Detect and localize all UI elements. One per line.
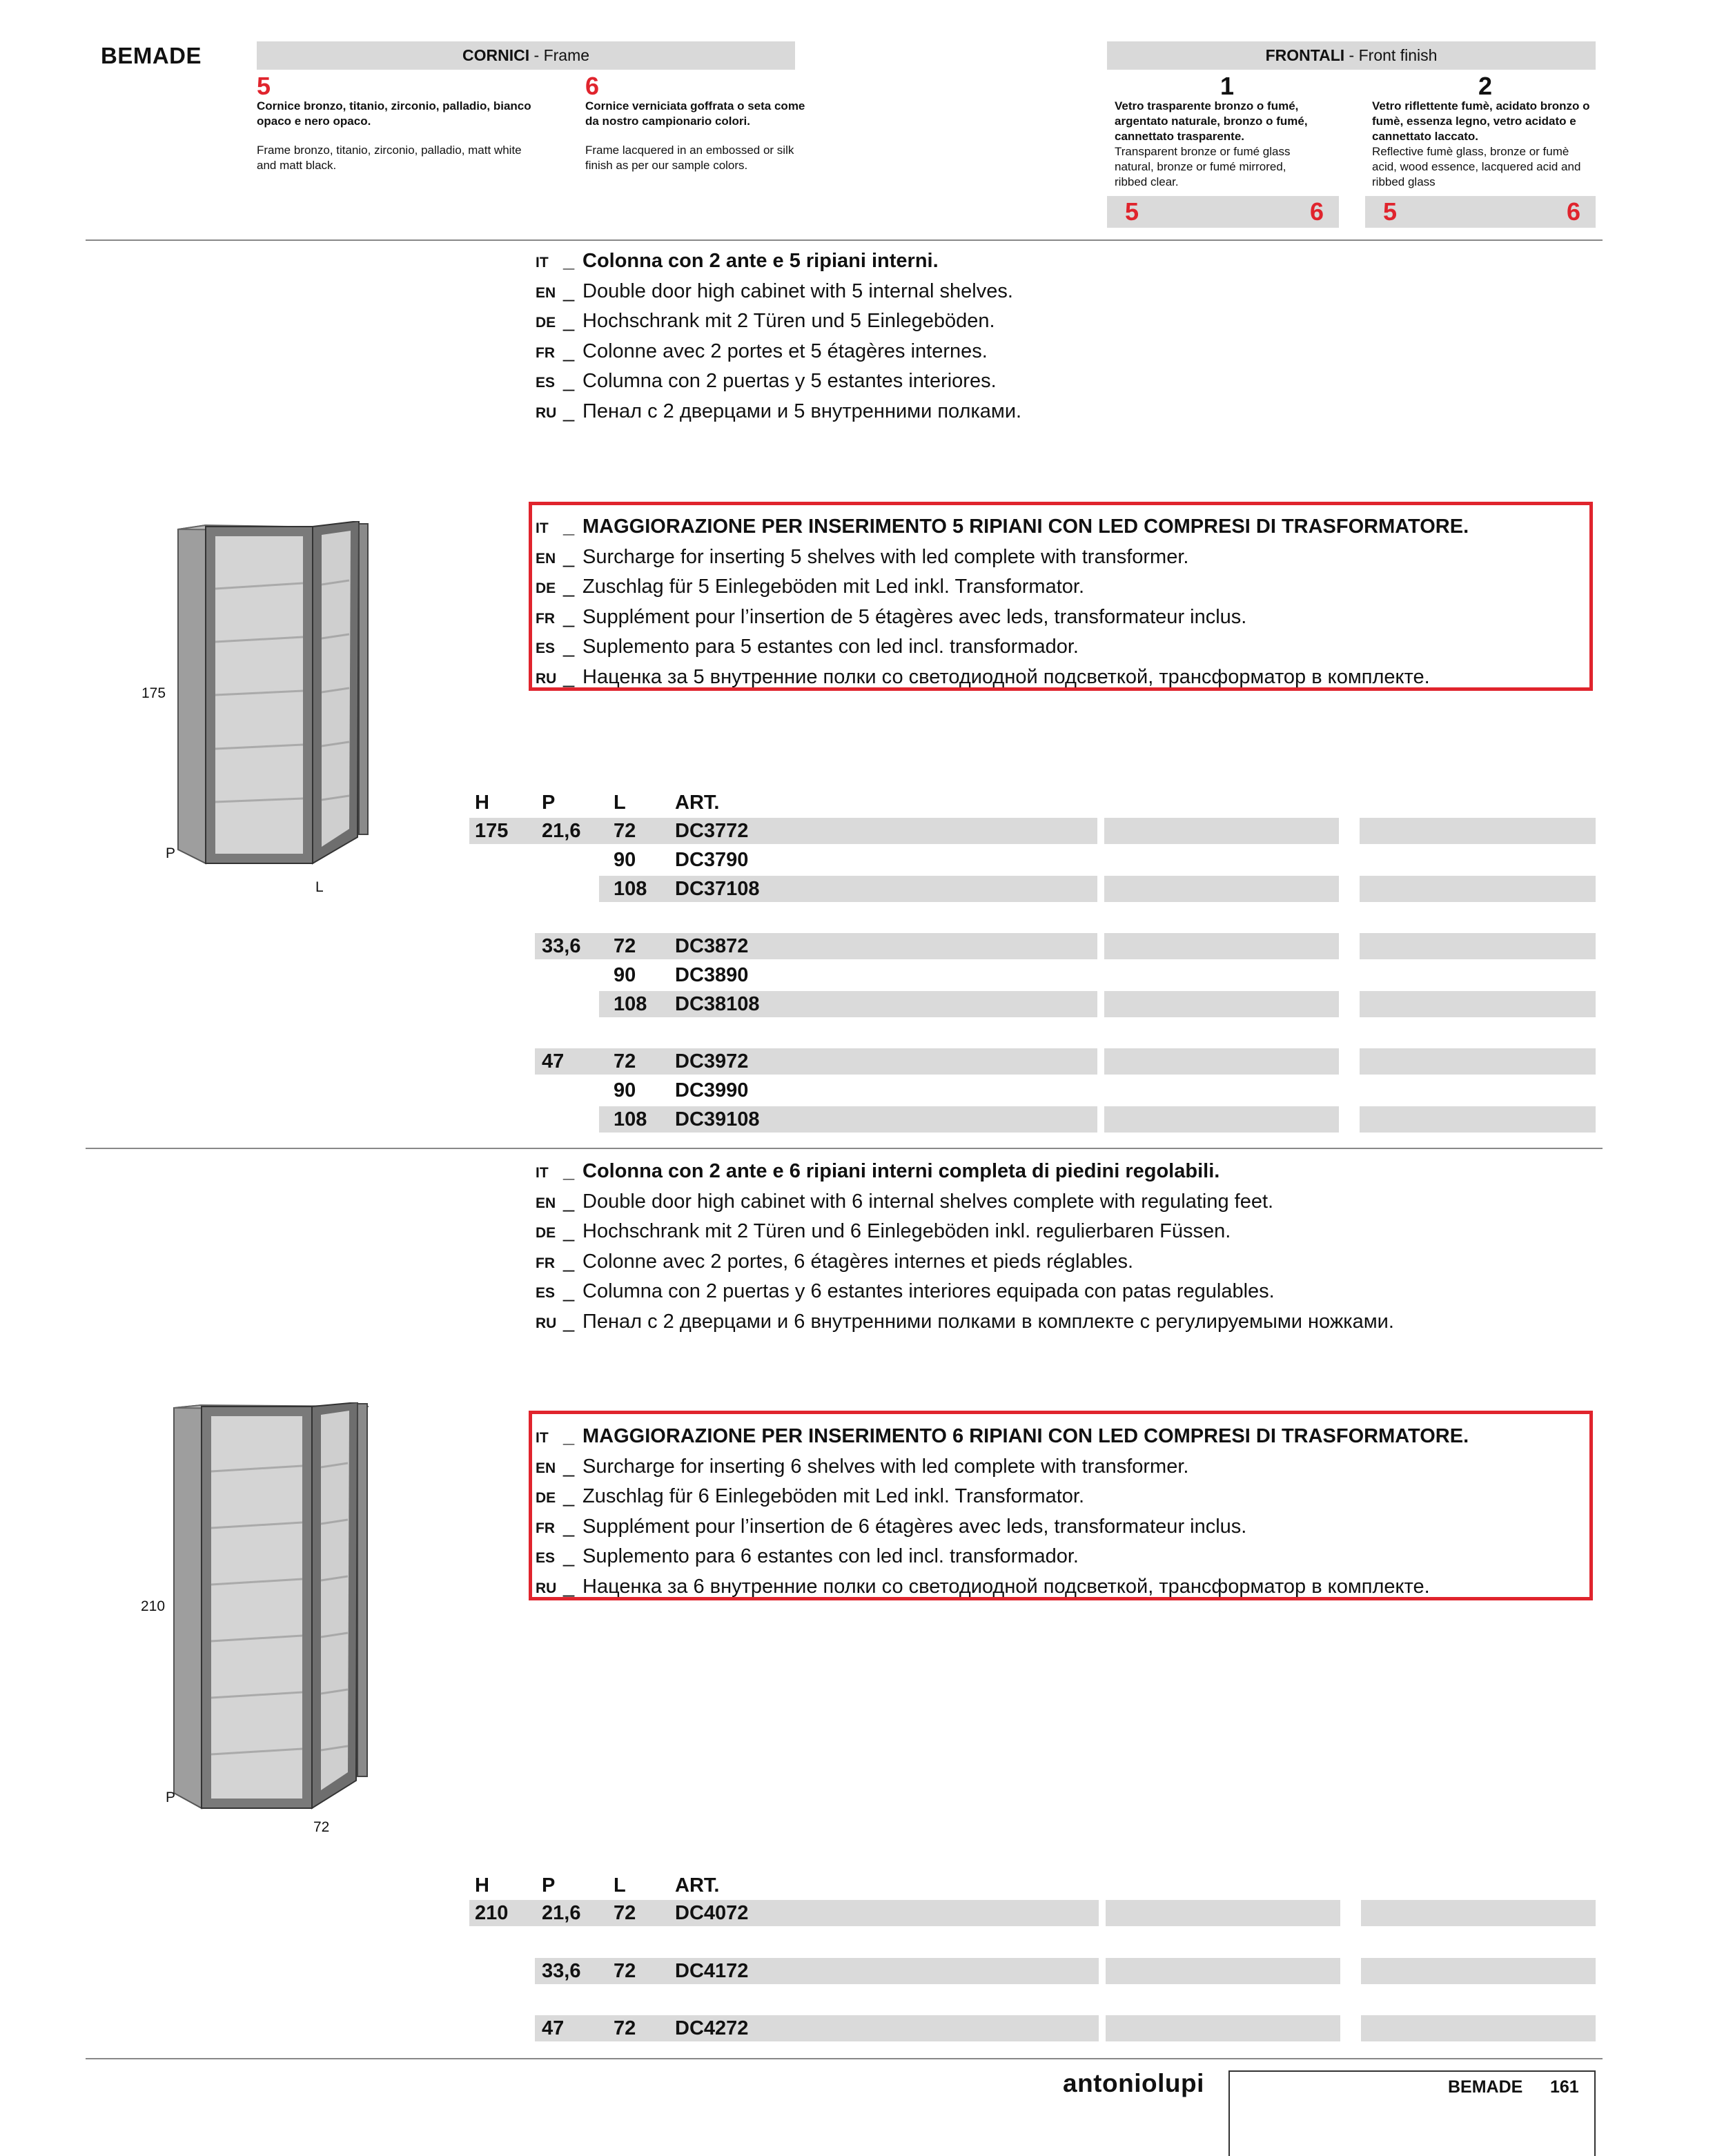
brand-title: BEMADE — [101, 43, 202, 68]
dash: _ — [563, 340, 575, 362]
price-cell — [1360, 991, 1596, 1017]
section1-surcharge — [536, 513, 1469, 693]
cell-l: 72 — [614, 1050, 636, 1072]
cell-p: 21,6 — [542, 1902, 581, 1924]
dash: _ — [563, 400, 575, 422]
divider — [86, 2058, 1603, 2059]
front-desc-en: Transparent bronze or fumé glass natural, bronze or fumé mirrored, ribbed clear. — [1115, 145, 1291, 188]
desc-de: Hochschrank mit 2 Türen und 5 Einlegeböden. — [582, 310, 995, 332]
cell-art: DC3790 — [675, 849, 749, 871]
cell-p: 47 — [542, 2017, 565, 2039]
front-desc-it: Vetro riflettente fumè, acidato bronzo o fumè, essenza legno, vetro acidato e cannettato laccato. — [1372, 99, 1590, 143]
lang-code: FR — [536, 1520, 555, 1536]
cell-art: DC3772 — [675, 820, 749, 842]
col-header-p: P — [542, 1874, 556, 1897]
dash: _ — [563, 636, 575, 658]
front-frame-bar — [1107, 196, 1339, 228]
surcharge-ru: Наценка за 6 внутренние полки со светодиодной подсветкой, трансформатор в комплекте. — [582, 1575, 1430, 1598]
desc-es: Columna con 2 puertas y 6 estantes interiores equipada con patas regulables. — [582, 1280, 1275, 1302]
surcharge-es: Suplemento para 5 estantes con led incl. transformador. — [582, 636, 1079, 658]
lang-code: FR — [536, 344, 555, 361]
footer-box — [1228, 2070, 1596, 2156]
price-cell — [1361, 1900, 1596, 1926]
col-header-p: P — [542, 792, 556, 814]
lang-code: DE — [536, 1225, 556, 1241]
lang-code: EN — [536, 284, 556, 301]
price-cell — [1360, 933, 1596, 959]
frame-number: 5 — [1383, 197, 1398, 226]
surcharge-en: Surcharge for inserting 6 shelves with led complete with transformer. — [582, 1455, 1189, 1478]
dash: _ — [563, 1575, 575, 1598]
dash: _ — [563, 1160, 575, 1182]
dash: _ — [563, 280, 575, 302]
cell-art: DC4072 — [675, 1902, 749, 1924]
cell-art: DC3872 — [675, 935, 749, 957]
section2-surcharge — [536, 1422, 1469, 1603]
frame-number: 5 — [257, 72, 271, 100]
surcharge-de: Zuschlag für 6 Einlegeböden mit Led inkl. Transformator. — [582, 1485, 1084, 1507]
price-cell — [1104, 1048, 1339, 1075]
frame-header — [257, 41, 795, 70]
lang-code: EN — [536, 1460, 556, 1476]
dash: _ — [563, 250, 575, 272]
price-cell — [1360, 818, 1596, 844]
price-cell — [1104, 818, 1339, 844]
cell-p: 33,6 — [542, 1960, 581, 1982]
cell-p: 33,6 — [542, 935, 581, 957]
col-header-l: L — [614, 792, 626, 814]
dash: _ — [563, 545, 575, 568]
cell-l: 90 — [614, 1079, 636, 1101]
page-number: 161 — [1550, 2077, 1579, 2097]
lang-code: EN — [536, 550, 556, 567]
surcharge-it: MAGGIORAZIONE PER INSERIMENTO 6 RIPIANI CON LED COMPRESI DI TRASFORMATORE. — [582, 1425, 1469, 1447]
frame-number: 6 — [1566, 197, 1580, 226]
dash: _ — [563, 516, 575, 538]
dash: _ — [563, 665, 575, 688]
lang-code: IT — [536, 1165, 549, 1181]
lang-code: FR — [536, 610, 555, 627]
footer-logo: antoniolupi — [1063, 2069, 1204, 2097]
cell-art: DC39108 — [675, 1108, 760, 1130]
surcharge-it: MAGGIORAZIONE PER INSERIMENTO 5 RIPIANI CON LED COMPRESI DI TRASFORMATORE. — [582, 516, 1469, 538]
lang-code: RU — [536, 1580, 557, 1596]
lang-code: FR — [536, 1255, 555, 1271]
dash: _ — [563, 1190, 575, 1213]
dash: _ — [563, 1545, 575, 1567]
dimension-p: P — [166, 845, 176, 861]
price-cell — [1104, 1106, 1339, 1133]
desc-fr: Colonne avec 2 portes, 6 étagères internes et pieds réglables. — [582, 1250, 1133, 1273]
frame-desc-en: Frame bronzo, titanio, zirconio, palladio, matt white and matt black. — [257, 144, 522, 172]
cell-l: 90 — [614, 849, 636, 871]
cell-l: 72 — [614, 820, 636, 842]
cell-art: DC3972 — [675, 1050, 749, 1072]
price-cell — [1106, 1958, 1340, 1984]
dash: _ — [563, 310, 575, 332]
divider — [86, 239, 1603, 241]
lang-code: ES — [536, 375, 556, 391]
surcharge-ru: Наценка за 5 внутренние полки со светодиодной подсветкой, трансформатор в комплекте. — [582, 665, 1430, 688]
front-header — [1107, 41, 1596, 70]
desc-it: Colonna con 2 ante e 6 ripiani interni completa di piedini regolabili. — [582, 1160, 1220, 1182]
dash: _ — [563, 1485, 575, 1507]
lang-code: ES — [536, 1285, 556, 1301]
front-header-title: FRONTALI — [1265, 46, 1345, 64]
section1-description — [536, 247, 1021, 427]
table-row — [599, 1106, 1097, 1133]
lang-code: DE — [536, 315, 556, 331]
desc-fr: Colonne avec 2 portes et 5 étagères internes. — [582, 340, 988, 362]
dash: _ — [563, 370, 575, 392]
surcharge-es: Suplemento para 6 estantes con led incl. transformador. — [582, 1545, 1079, 1567]
col-header-h: H — [475, 1874, 489, 1897]
surcharge-de: Zuschlag für 5 Einlegeböden mit Led inkl. Transformator. — [582, 576, 1084, 598]
cell-p: 47 — [542, 1050, 565, 1072]
price-cell — [1361, 2015, 1596, 2041]
price-cell — [1104, 991, 1339, 1017]
cell-art: DC4172 — [675, 1960, 749, 1982]
cell-l: 108 — [614, 993, 647, 1015]
cell-l: 90 — [614, 964, 636, 986]
cell-art: DC38108 — [675, 993, 760, 1015]
frame-number: 6 — [585, 72, 600, 100]
dimension-h: 210 — [141, 1598, 166, 1614]
surcharge-en: Surcharge for inserting 5 shelves with led complete with transformer. — [582, 545, 1189, 568]
col-header-art: ART. — [675, 1874, 720, 1897]
dimension-p: P — [166, 1790, 176, 1805]
price-cell — [1361, 1958, 1596, 1984]
cell-art: DC37108 — [675, 878, 760, 900]
cell-l: 72 — [614, 1902, 636, 1924]
price-cell — [1360, 1106, 1596, 1133]
cell-h: 210 — [475, 1902, 509, 1924]
divider — [86, 1148, 1603, 1149]
table-row — [599, 876, 1097, 902]
cell-l: 72 — [614, 935, 636, 957]
cell-l: 72 — [614, 2017, 636, 2039]
lang-code: RU — [536, 670, 557, 687]
lang-code: EN — [536, 1195, 556, 1211]
frame-number: 6 — [1309, 197, 1324, 226]
surcharge-fr: Supplément pour l’insertion de 5 étagères avec leds, transformateur inclus. — [582, 605, 1247, 628]
dash: _ — [563, 576, 575, 598]
desc-ru: Пенал с 2 дверцами и 6 внутренними полками в комплекте с регулируемыми ножками. — [582, 1310, 1394, 1333]
price-cell — [1106, 2015, 1340, 2041]
front-number: 1 — [1220, 72, 1235, 100]
price-cell — [1360, 1048, 1596, 1075]
dash: _ — [563, 1280, 575, 1302]
front-desc — [1372, 99, 1596, 190]
frame-header-sep: - — [529, 46, 544, 64]
price-cell — [1106, 1900, 1340, 1926]
frame-desc — [257, 99, 533, 173]
price-cell — [1104, 876, 1339, 902]
lang-code: IT — [536, 520, 549, 536]
table-row — [599, 991, 1097, 1017]
cell-p: 21,6 — [542, 820, 581, 842]
desc-en: Double door high cabinet with 6 internal shelves complete with regulating feet. — [582, 1190, 1274, 1213]
desc-en: Double door high cabinet with 5 internal shelves. — [582, 280, 1013, 302]
frame-desc-en: Frame lacquered in an embossed or silk finish as per our sample colors. — [585, 144, 794, 172]
dash: _ — [563, 1455, 575, 1478]
cell-l: 108 — [614, 878, 647, 900]
lang-code: ES — [536, 640, 556, 656]
surcharge-fr: Supplément pour l’insertion de 6 étagères avec leds, transformateur inclus. — [582, 1515, 1247, 1538]
desc-de: Hochschrank mit 2 Türen und 6 Einlegeböden inkl. regulierbaren Füssen. — [582, 1220, 1231, 1242]
cell-h: 175 — [475, 820, 509, 842]
dash: _ — [563, 1515, 575, 1538]
lang-code: RU — [536, 1315, 557, 1331]
col-header-h: H — [475, 792, 489, 814]
cell-l: 72 — [614, 1960, 636, 1982]
lang-code: IT — [536, 1430, 549, 1446]
frame-desc — [585, 99, 820, 173]
cell-art: DC3990 — [675, 1079, 749, 1101]
dash: _ — [563, 605, 575, 628]
col-header-art: ART. — [675, 792, 720, 814]
price-cell — [1104, 933, 1339, 959]
footer-series: BEMADE — [1448, 2077, 1523, 2097]
cabinet-drawing-5-shelves — [171, 521, 378, 866]
lang-code: ES — [536, 1550, 556, 1566]
dash: _ — [563, 1250, 575, 1273]
front-desc — [1115, 99, 1322, 190]
frame-header-subtitle: Frame — [543, 46, 590, 64]
front-header-subtitle: Front finish — [1358, 46, 1438, 64]
desc-it: Colonna con 2 ante e 5 ripiani interni. — [582, 250, 939, 272]
dash: _ — [563, 1425, 575, 1447]
cell-art: DC4272 — [675, 2017, 749, 2039]
dimension-l: L — [315, 879, 324, 895]
price-cell — [1360, 876, 1596, 902]
cell-art: DC3890 — [675, 964, 749, 986]
frame-desc-it: Cornice verniciata goffrata o seta come da nostro campionario colori. — [585, 99, 805, 128]
dash: _ — [563, 1220, 575, 1242]
cabinet-drawing-6-shelves — [170, 1402, 377, 1811]
dimension-l: 72 — [313, 1819, 330, 1835]
desc-ru: Пенал с 2 дверцами и 5 внутренними полками. — [582, 400, 1022, 422]
lang-code: DE — [536, 1490, 556, 1506]
front-header-sep: - — [1344, 46, 1359, 64]
lang-code: DE — [536, 580, 556, 596]
frame-header-title: CORNICI — [462, 46, 530, 64]
dash: _ — [563, 1310, 575, 1333]
col-header-l: L — [614, 1874, 626, 1897]
front-number: 2 — [1478, 72, 1493, 100]
frame-desc-it: Cornice bronzo, titanio, zirconio, palladio, bianco opaco e nero opaco. — [257, 99, 531, 128]
frame-number: 5 — [1125, 197, 1139, 226]
front-desc-en: Reflective fumè glass, bronze or fumè acid, wood essence, lacquered acid and ribbed glass — [1372, 145, 1581, 188]
desc-es: Columna con 2 puertas y 5 estantes interiores. — [582, 370, 997, 392]
dimension-h: 175 — [141, 685, 166, 701]
lang-code: IT — [536, 255, 549, 271]
cell-l: 108 — [614, 1108, 647, 1130]
section2-description — [536, 1157, 1394, 1337]
lang-code: RU — [536, 404, 557, 421]
front-desc-it: Vetro trasparente bronzo o fumé, argentato naturale, bronzo o fumé, cannettato trasparente. — [1115, 99, 1308, 143]
front-frame-bar — [1365, 196, 1596, 228]
